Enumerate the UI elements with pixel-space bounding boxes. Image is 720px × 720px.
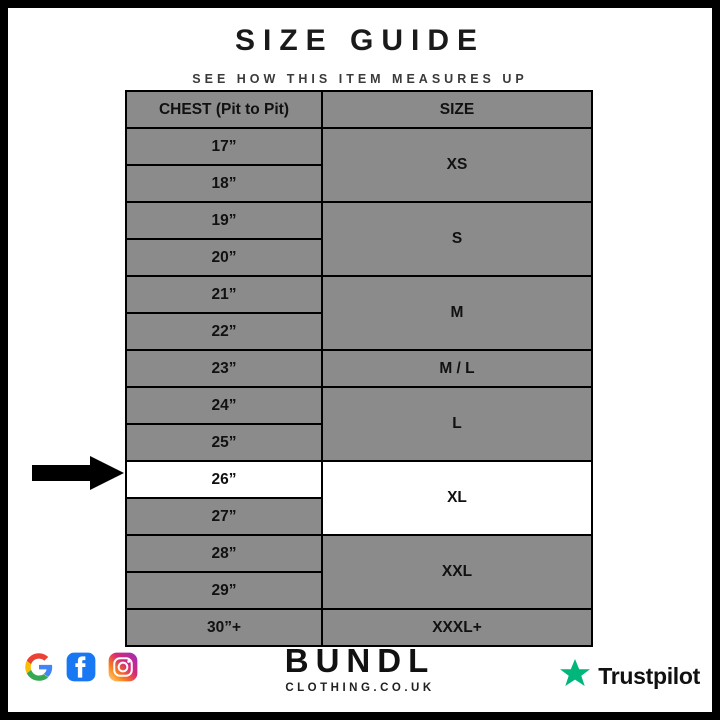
chest-cell: 25” [126, 424, 322, 461]
page-footer [8, 636, 712, 712]
column-header-size: SIZE [322, 91, 592, 128]
size-cell: XXXL+ [322, 609, 592, 646]
table-row[interactable] [126, 202, 592, 239]
chest-cell: 20” [126, 239, 322, 276]
size-cell: L [322, 387, 592, 461]
chest-cell: 23” [126, 350, 322, 387]
size-table-container [125, 90, 593, 647]
chest-cell: 22” [126, 313, 322, 350]
size-cell-selected: XL [322, 461, 592, 535]
size-cell: M [322, 276, 592, 350]
table-row[interactable] [126, 128, 592, 165]
trustpilot-label: Trustpilot [598, 663, 700, 689]
size-table [125, 90, 593, 647]
column-header-chest: CHEST (Pit to Pit) [126, 91, 322, 128]
size-cell: XS [322, 128, 592, 202]
chest-cell: 27” [126, 498, 322, 535]
chest-cell: 21” [126, 276, 322, 313]
right-arrow-icon [32, 456, 124, 490]
trustpilot-star-icon [559, 658, 591, 695]
table-row[interactable] [126, 276, 592, 313]
page-subtitle: SEE HOW THIS ITEM MEASURES UP [192, 72, 528, 86]
chest-cell: 18” [126, 165, 322, 202]
trustpilot-logo[interactable] [559, 658, 700, 695]
size-cell: M / L [322, 350, 592, 387]
chest-cell: 24” [126, 387, 322, 424]
chest-cell: 29” [126, 572, 322, 609]
chest-cell-selected: 26” [126, 461, 322, 498]
chest-cell: 17” [126, 128, 322, 165]
table-row[interactable] [126, 535, 592, 572]
size-cell: S [322, 202, 592, 276]
page-title: SIZE GUIDE [234, 24, 486, 57]
table-header-row [126, 91, 592, 128]
table-row-selected[interactable] [126, 461, 592, 498]
brand-domain: CLOTHING.CO.UK [285, 681, 435, 694]
chest-cell: 28” [126, 535, 322, 572]
size-cell: XXL [322, 535, 592, 609]
chest-cell: 30”+ [126, 609, 322, 646]
brand-name: BUNDL [284, 642, 436, 679]
chest-cell: 19” [126, 202, 322, 239]
size-guide-page [8, 8, 712, 712]
table-row[interactable] [126, 350, 592, 387]
table-row[interactable] [126, 387, 592, 424]
